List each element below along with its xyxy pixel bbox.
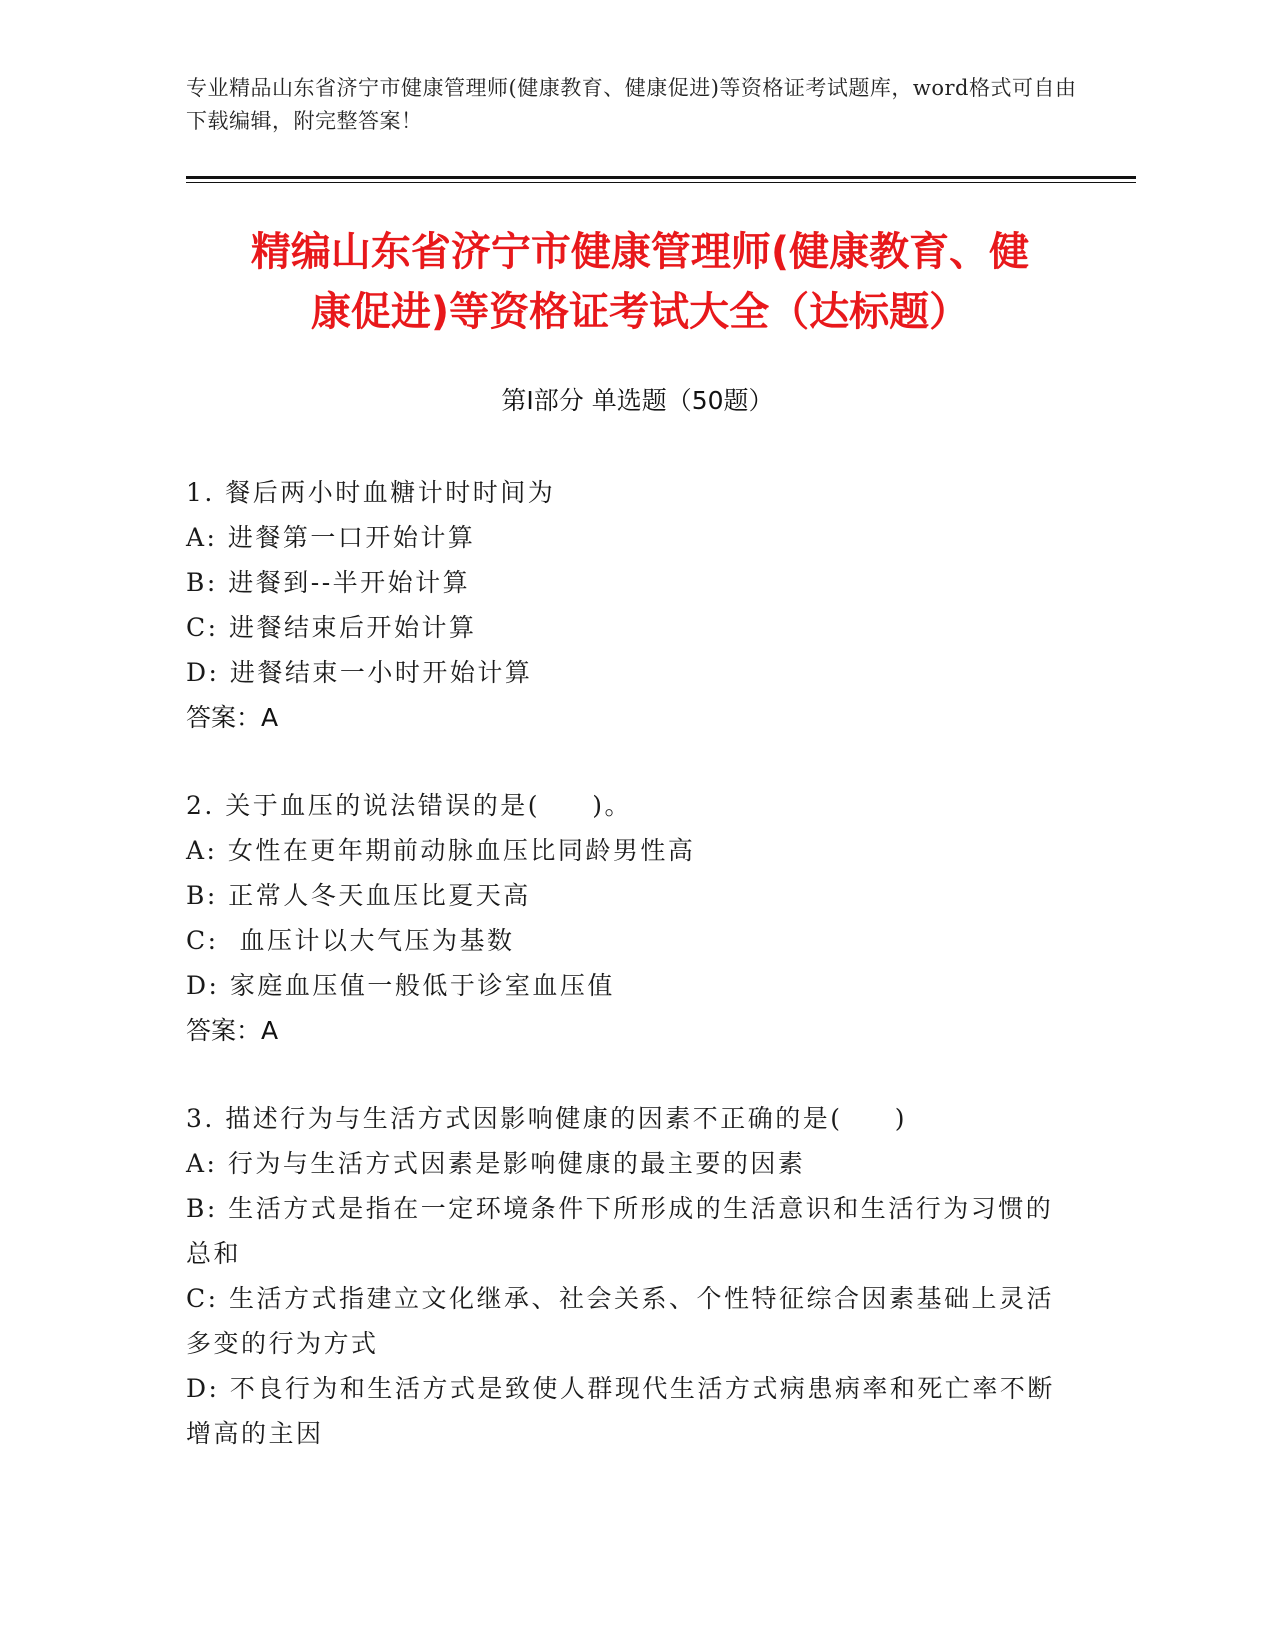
question-stem: 3. 描述行为与生活方式因影响健康的因素不正确的是( ) [186,1104,908,1133]
option-b: B: 正常人冬天血压比夏天高 [186,881,531,910]
document-title-line-1: 精编山东省济宁市健康管理师(健康教育、健 [250,229,1030,275]
answer-label: 答案：A [186,703,279,732]
header-divider-thick [186,176,1136,179]
header-note: 专业精品山东省济宁市健康管理师(健康教育、健康促进)等资格证考试题库，word格式可自由下载编辑，附完整答案！ [186,76,1077,133]
question-list [186,470,1066,1499]
question-2 [186,783,1066,1053]
document-title-line-2: 康促进)等资格证考试大全（达标题） [310,289,970,335]
answer-label: 答案：A [186,1016,279,1045]
question-1 [186,470,1066,740]
option-d: D: 不良行为和生活方式是致使人群现代生活方式病患病率和死亡率不断增高的主因 [186,1374,1055,1448]
option-c: C: 血压计以大气压为基数 [186,926,515,955]
option-a: A: 女性在更年期前动脉血压比同龄男性高 [186,836,696,865]
option-d: D: 进餐结束一小时开始计算 [186,658,533,687]
option-b: B: 生活方式是指在一定环境条件下所形成的生活意识和生活行为习惯的总和 [186,1194,1054,1268]
option-b: B: 进餐到--半开始计算 [186,568,471,597]
section-title: 第Ⅰ部分 单选题（50题） [501,386,774,415]
option-c: C: 生活方式指建立文化继承、社会关系、个性特征综合因素基础上灵活多变的行为方式 [186,1284,1055,1358]
option-a: A: 进餐第一口开始计算 [186,523,476,552]
option-c: C: 进餐结束后开始计算 [186,613,477,642]
option-d: D: 家庭血压值一般低于诊室血压值 [186,971,615,1000]
option-a: A: 行为与生活方式因素是影响健康的最主要的因素 [186,1149,806,1178]
header-divider-thin [186,182,1136,183]
document-title [160,222,1120,342]
question-stem: 1. 餐后两小时血糖计时时间为 [186,478,556,507]
question-stem: 2. 关于血压的说法错误的是( )。 [186,791,633,820]
question-3 [186,1096,1066,1456]
